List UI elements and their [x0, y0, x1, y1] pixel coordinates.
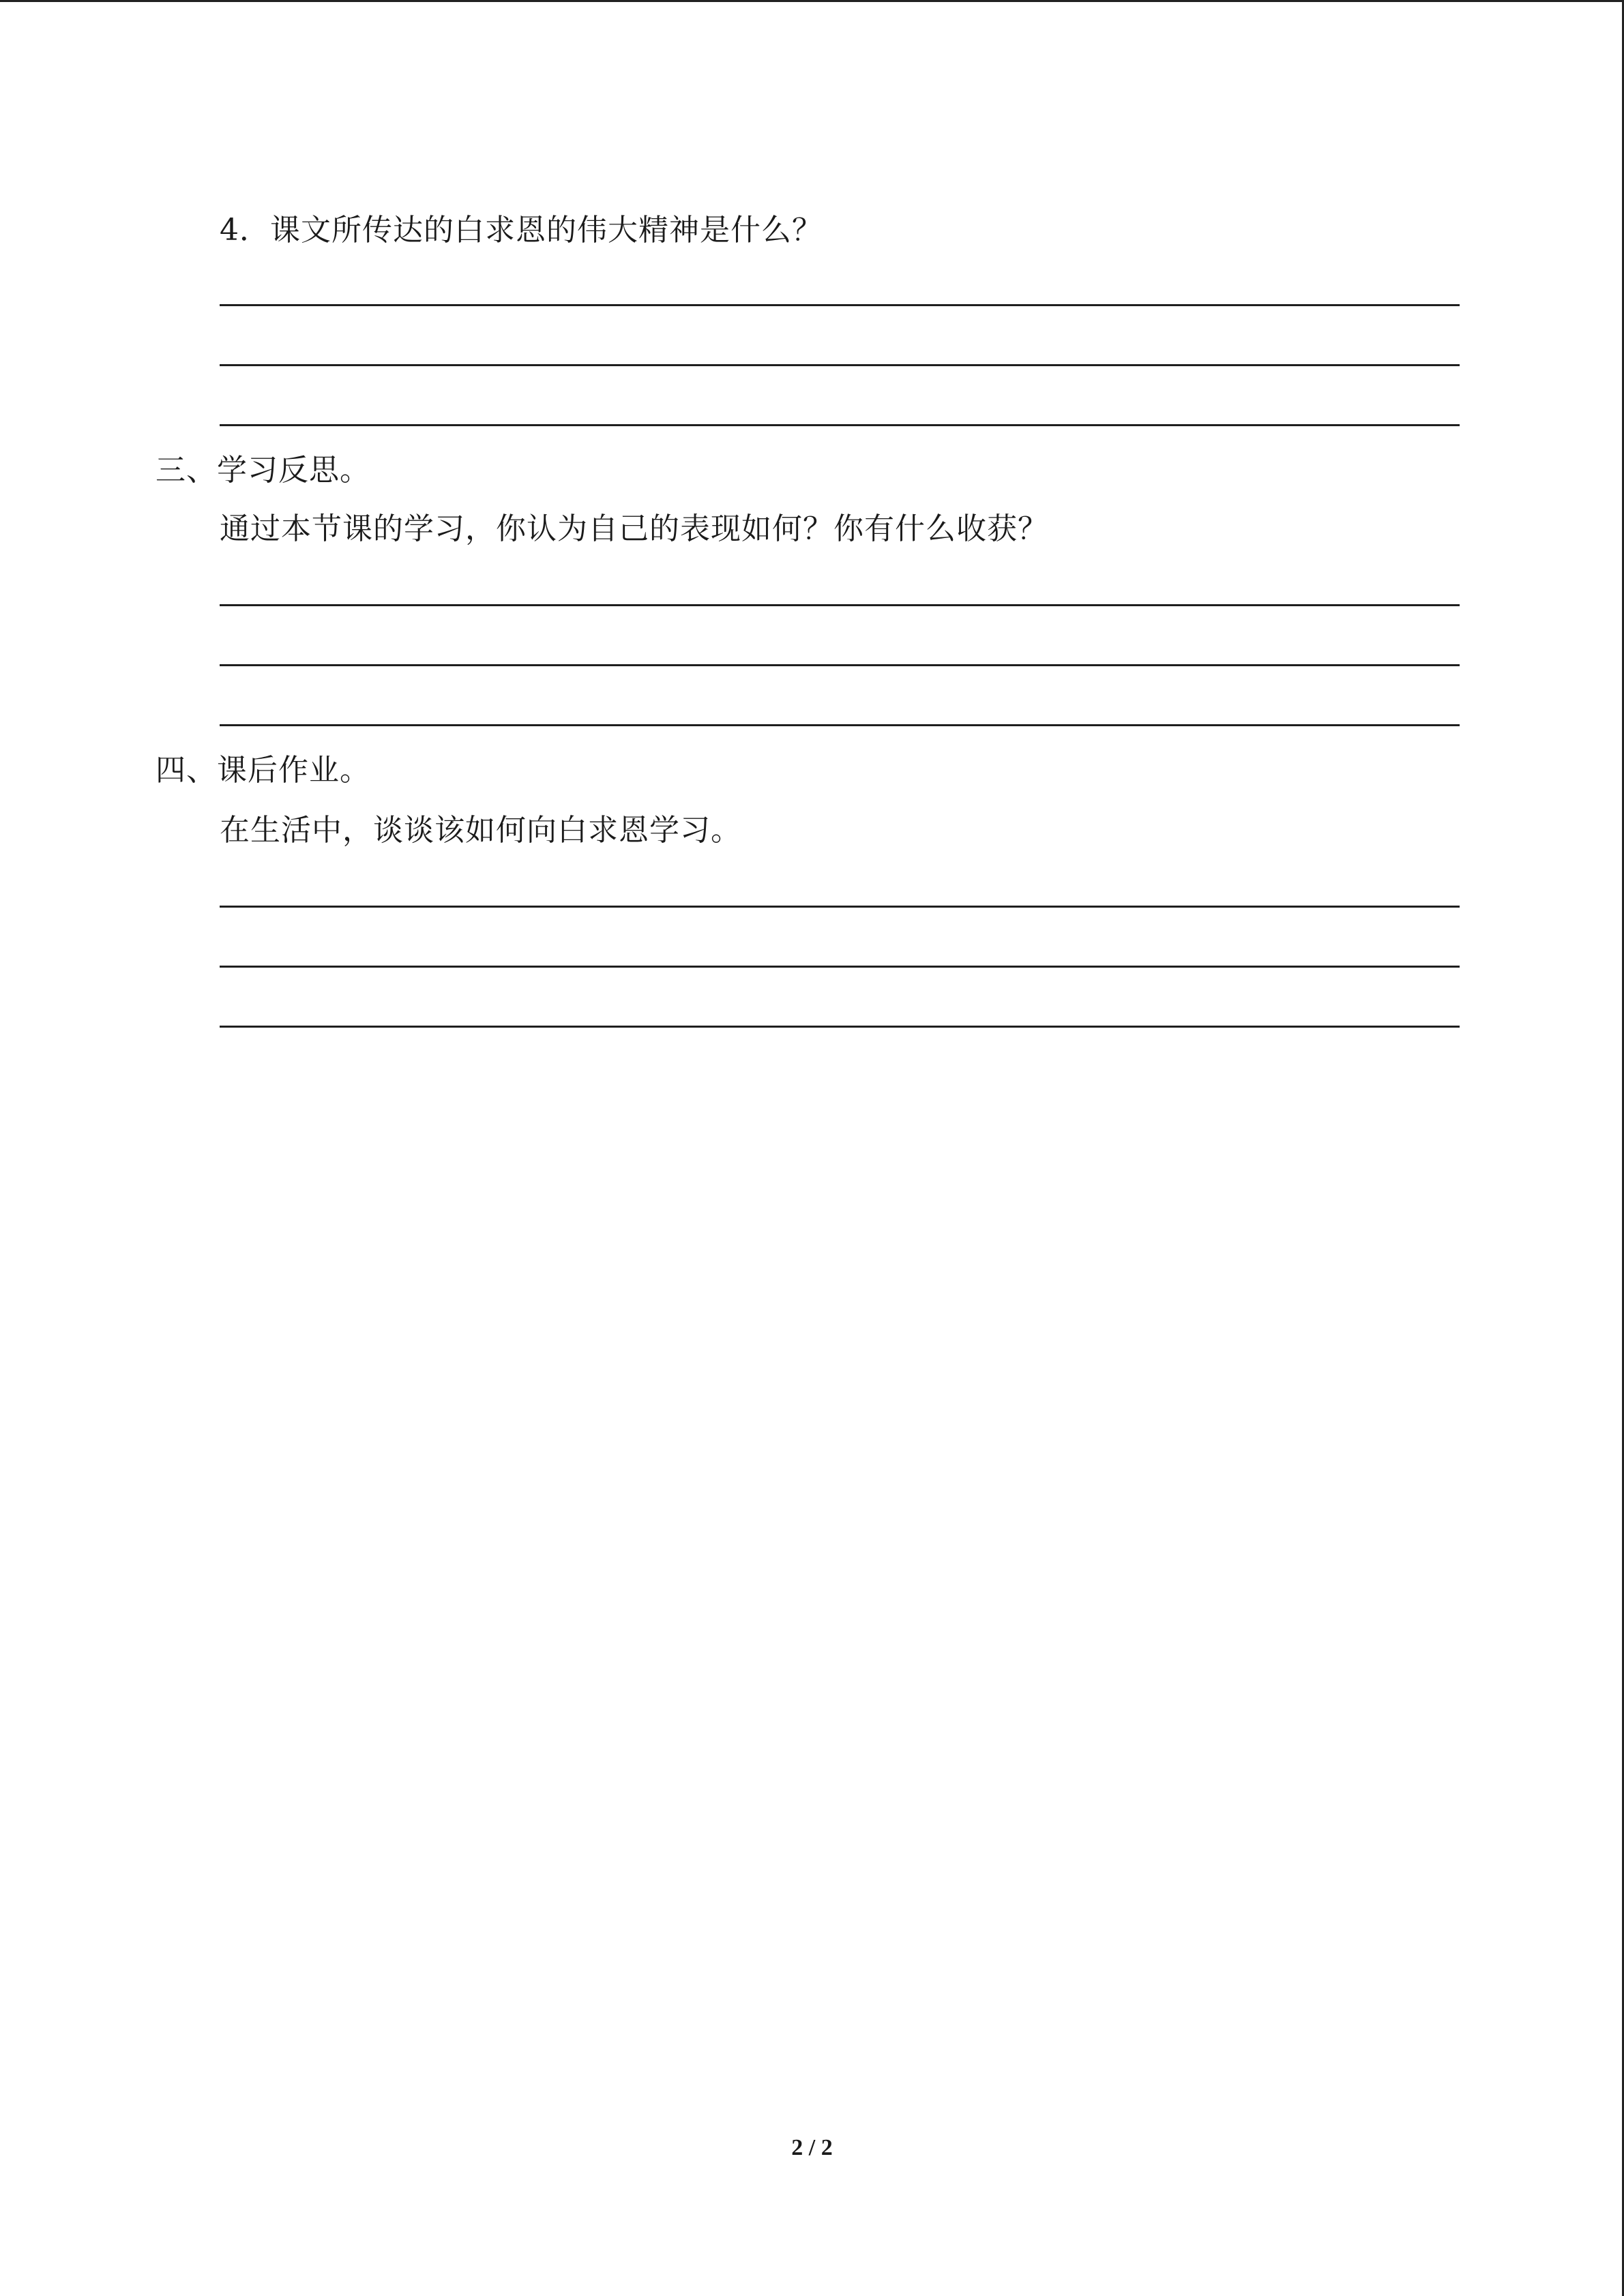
answer-line-q4-2[interactable] [220, 364, 1460, 366]
answer-line-s4-1[interactable] [220, 906, 1460, 908]
section-4-heading: 四、课后作业。 [156, 753, 370, 788]
section-4-prompt: 在生活中，谈谈该如何向白求恩学习。 [220, 813, 741, 848]
page-number: 2 / 2 [791, 2135, 833, 2160]
answer-line-s4-3[interactable] [220, 1026, 1460, 1028]
question-4-prompt: 4．课文所传达的白求恩的伟大精神是什么？ [220, 213, 823, 248]
answer-line-q4-3[interactable] [220, 424, 1460, 426]
answer-line-s4-2[interactable] [220, 966, 1460, 968]
answer-line-q4-1[interactable] [220, 304, 1460, 306]
answer-line-s3-1[interactable] [220, 604, 1460, 606]
answer-line-s3-2[interactable] [220, 664, 1460, 666]
section-3-prompt: 通过本节课的学习，你认为自己的表现如何？你有什么收获？ [220, 511, 1048, 546]
section-3-heading: 三、学习反思。 [156, 453, 370, 488]
answer-line-s3-3[interactable] [220, 724, 1460, 726]
